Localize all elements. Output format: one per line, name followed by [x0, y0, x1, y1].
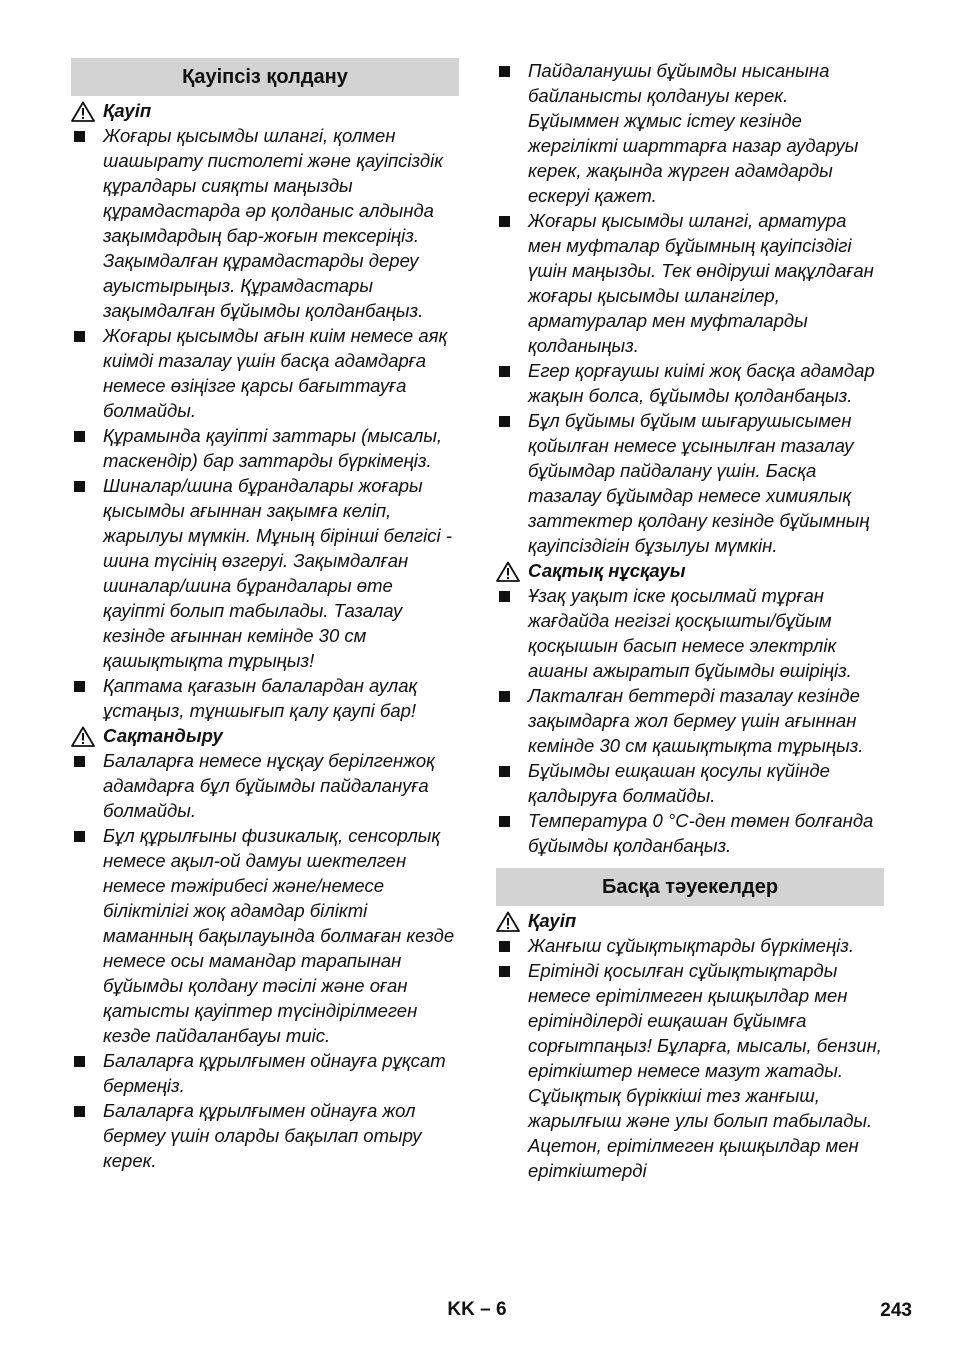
bullet-square-icon — [499, 66, 510, 77]
bullet-square-icon — [74, 1056, 85, 1067]
danger-heading — [71, 98, 459, 123]
bullet-square-icon — [74, 481, 85, 492]
list-item: Жоғары қысымды ағын киім немесе аяқ киімді тазалау үшін басқа адамдарға немесе өзіңізге қарсы бағыттауға болмайды. — [71, 323, 459, 423]
list-item: Ұзақ уақыт іске қосылмай тұрған жағдайда негізгі қосқышты/бұйым қосқышын басып немесе электрлік ашаны ажыратып бұйымды өшіріңіз. — [496, 583, 884, 683]
warning-triangle-icon — [496, 561, 520, 582]
bullet-square-icon — [499, 366, 510, 377]
page-number: 243 — [880, 1300, 912, 1321]
list-item: Бұйымды ешқашан қосулы күйінде қалдыруға болмайды. — [496, 758, 884, 808]
warning-triangle-icon — [71, 726, 95, 747]
list-item: Балаларға немесе нұсқау берілгенжоқ адамдарға бұл бұйымды пайдалануға болмайды. — [71, 748, 459, 823]
bullet-square-icon — [499, 816, 510, 827]
list-item: Шиналар/шина бұрандалары жоғары қысымды ағыннан зақымға келіп, жарылуы мүмкін. Мұның бірінші белгісі - шина түсінің өзгеруі. Зақымдалған шиналар/шина бұрандалары өте қауіпті болып табылады. Тазалау кезінде ағыннан кемінде 30 см қашықтықта тұрыңыз! — [71, 473, 459, 673]
list-item: Жанғыш сұйықтықтарды бүркімеңіз. — [496, 933, 884, 958]
section-title-safe-use: Қауіпсіз қолдану — [71, 58, 459, 96]
bullet-square-icon — [74, 756, 85, 767]
bullet-square-icon — [74, 831, 85, 842]
bullet-square-icon — [499, 416, 510, 427]
caution-label: Сақтандыру — [103, 725, 223, 746]
bullet-square-icon — [499, 691, 510, 702]
list-item: Температура 0 °C-ден төмен болғанда бұйымды қолданбаңыз. — [496, 808, 884, 858]
bullet-square-icon — [499, 966, 510, 977]
precaution-heading — [496, 558, 884, 583]
left-column — [71, 58, 459, 1173]
list-item: Қаптама қағазын балалардан аулақ ұстаңыз, тұншығып қалу қаупі бар! — [71, 673, 459, 723]
list-item: Ерітінді қосылған сұйықтықтарды немесе ерітілмеген қышқылдар мен ерітінділерді ешқашан бұйымға сорғытпаңыз! Бұларға, мысалы, бензин, еріткіштер немесе мазут жатады. Сұйықтық бүріккіші тез жанғыш, жарылғыш және улы болып табылады. Ацетон, ерітілмеген қышқылдар мен еріткіштерді — [496, 958, 884, 1183]
list-item: Жоғары қысымды шлангі, арматура мен муфталар бұйымның қауіпсіздігі үшін маңызды. Тек өндіруші мақұлдаған жоғары қысымды шлангілер, арматуралар мен муфталарды қолданыңыз. — [496, 208, 884, 358]
bullet-square-icon — [74, 331, 85, 342]
list-item: Құрамында қауіпті заттары (мысалы, таскендір) бар заттарды бүркімеңіз. — [71, 423, 459, 473]
bullet-square-icon — [74, 681, 85, 692]
list-item: Балаларға құрылғымен ойнауға жол бермеу үшін оларды бақылап отыру керек. — [71, 1098, 459, 1173]
precaution-label: Сақтық нұсқауы — [528, 560, 686, 581]
danger-heading — [496, 908, 884, 933]
right-column — [496, 58, 884, 1183]
bullet-square-icon — [74, 1106, 85, 1117]
warning-triangle-icon — [496, 911, 520, 932]
bullet-square-icon — [74, 131, 85, 142]
list-item: Балаларға құрылғымен ойнауға рұқсат бермеңіз. — [71, 1048, 459, 1098]
bullet-square-icon — [74, 431, 85, 442]
bullet-square-icon — [499, 216, 510, 227]
spacer — [496, 858, 884, 868]
section-title-other-risks: Басқа тәуекелдер — [496, 868, 884, 906]
danger-label: Қауіп — [528, 910, 577, 931]
bullet-square-icon — [499, 766, 510, 777]
list-item: Егер қорғаушы киімі жоқ басқа адамдар жақын болса, бұйымды қолданбаңыз. — [496, 358, 884, 408]
list-item: Пайдаланушы бұйымды нысанына байланысты қолдануы керек. Бұйыммен жұмыс істеу кезінде жергілікті шарттарға назар аударуы керек, жақында жүрген адамдарды ескеруі қажет. — [496, 58, 884, 208]
bullet-square-icon — [499, 591, 510, 602]
caution-heading — [71, 723, 459, 748]
list-item: Лакталған беттерді тазалау кезінде зақымдарға жол бермеу үшін ағыннан кемінде 30 см қашықтықта тұрыңыз. — [496, 683, 884, 758]
warning-triangle-icon — [71, 101, 95, 122]
list-item: Жоғары қысымды шлангі, қолмен шашырату пистолеті және қауіпсіздік құралдары сияқты маңызды құрамдастарда әр қолданыс алдында зақымдардың бар-жоғын тексеріңіз. Зақымдалған құрамдастарды дереу ауыстырыңыз. Құрамдастары зақымдалған бұйымды қолданбаңыз. — [71, 123, 459, 323]
page-code: KK – 6 — [447, 1299, 507, 1320]
list-item: Бұл бұйымы бұйым шығарушысымен қойылған немесе ұсынылған тазалау бұйымдар пайдалану үшін. Басқа тазалау бұйымдар немесе химиялық заттектер қолдану кезінде бұйымның қауіпсіздігін бұзылуы мүмкін. — [496, 408, 884, 558]
list-item: Бұл құрылғыны физикалық, сенсорлық немесе ақыл-ой дамуы шектелген немесе тәжірибесі және/немесе білiктiлiгi жоқ адамдар білікті маманның бақылауында болмаған кезде немесе осы мамандар тарапынан бұйымды қолдану тәсілі және оған қатысты қауіптер түсіндірілмеген кезде пайдаланбауы тиіс. — [71, 823, 459, 1048]
bullet-square-icon — [499, 941, 510, 952]
danger-label: Қауіп — [103, 100, 152, 121]
